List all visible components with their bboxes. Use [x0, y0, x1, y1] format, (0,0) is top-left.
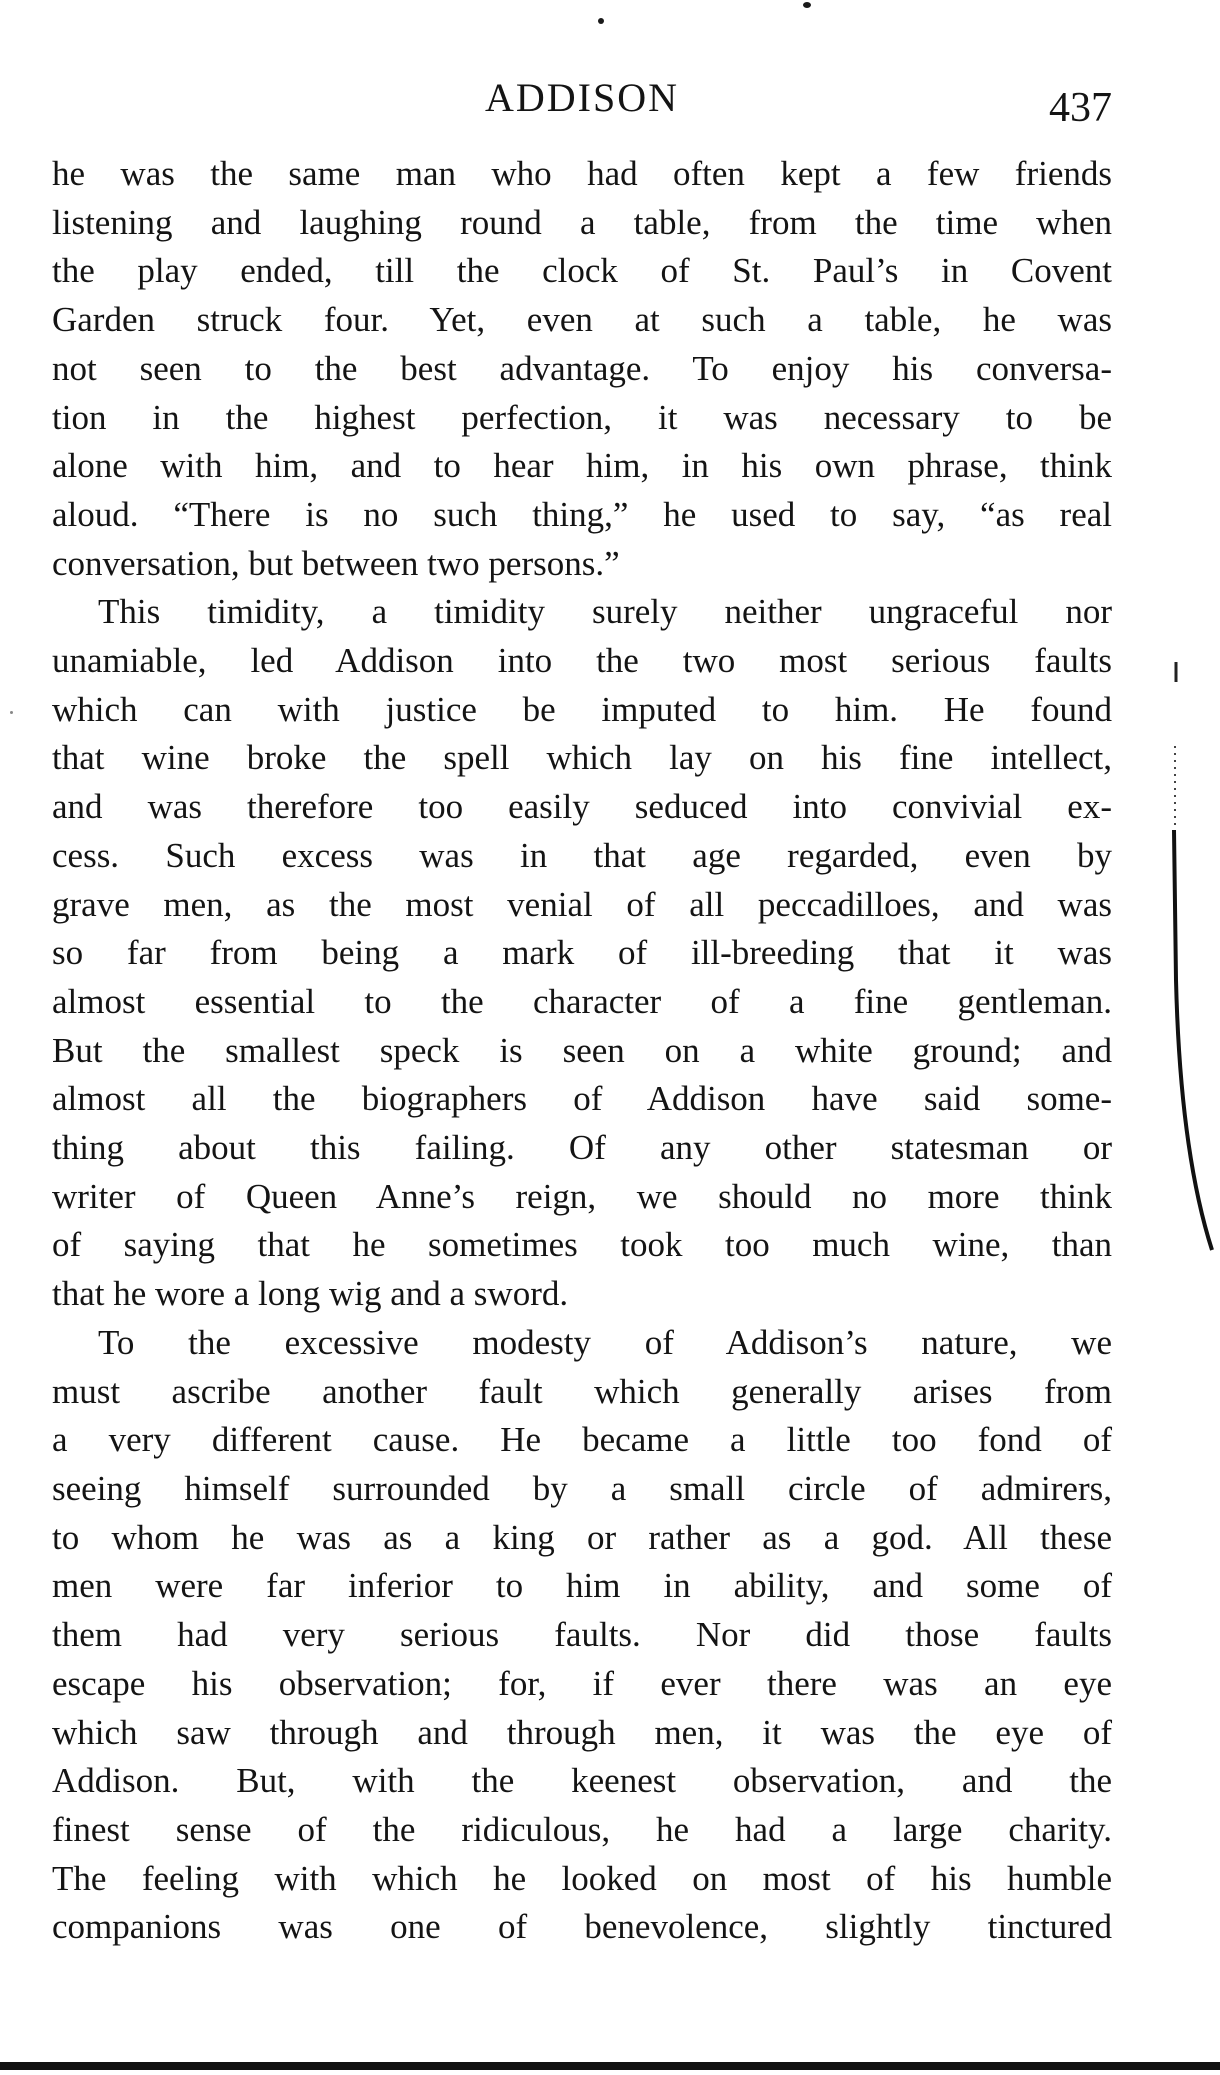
- text-line: Garden struck four. Yet, even at such a table, he was: [52, 300, 1112, 340]
- text-line: grave men, as the most venial of all peccadilloes, and was: [52, 884, 1112, 924]
- text-line: conversation, but between two persons.”: [52, 543, 620, 583]
- text-line: must ascribe another fault which generally arises from: [52, 1371, 1112, 1411]
- margin-vertical-rule: [1174, 830, 1212, 1250]
- running-head: ADDISON: [485, 75, 679, 120]
- page-header: [52, 68, 1112, 131]
- text-line: seeing himself surrounded by a small circle of admirers,: [52, 1468, 1112, 1508]
- text-line: This timidity, a timidity surely neither ungraceful nor: [98, 592, 1112, 632]
- print-speck: [598, 18, 604, 24]
- text-line: thing about this failing. Of any other statesman or: [52, 1128, 1112, 1168]
- paragraph: [52, 588, 1112, 1319]
- text-line: aloud. “There is no such thing,” he used to say, “as real: [52, 494, 1112, 534]
- text-line: escape his observation; for, if ever there was an eye: [52, 1663, 1112, 1703]
- text-line: alone with him, and to hear him, in his own phrase, think: [52, 446, 1112, 486]
- text-line: and was therefore too easily seduced into convivial ex-: [52, 787, 1112, 827]
- text-line: listening and laughing round a table, from the time when: [52, 202, 1112, 242]
- text-line: writer of Queen Anne’s reign, we should no more think: [52, 1176, 1112, 1216]
- page-number: 437: [1049, 85, 1112, 131]
- text-line: which saw through and through men, it was the eye of: [52, 1712, 1112, 1752]
- text-line: The feeling with which he looked on most of his humble: [52, 1858, 1112, 1898]
- paragraph: [52, 150, 1112, 588]
- text-line: men were far inferior to him in ability, and some of: [52, 1566, 1112, 1606]
- print-speck: [803, 2, 811, 8]
- text-line: not seen to the best advantage. To enjoy his conversa-: [52, 348, 1112, 388]
- text-line: them had very serious faults. Nor did those faults: [52, 1615, 1112, 1655]
- paragraph: [52, 1319, 1112, 1952]
- text-line: To the excessive modesty of Addison’s nature, we: [98, 1322, 1112, 1362]
- text-line: Addison. But, with the keenest observation, and the: [52, 1761, 1112, 1801]
- text-line: almost essential to the character of a fine gentleman.: [52, 981, 1112, 1021]
- text-line: unamiable, led Addison into the two most serious faults: [52, 641, 1112, 681]
- text-line: to whom he was as a king or rather as a god. All these: [52, 1517, 1112, 1557]
- text-line: that wine broke the spell which lay on his fine intellect,: [52, 738, 1112, 778]
- text-line: finest sense of the ridiculous, he had a large charity.: [52, 1809, 1112, 1849]
- bottom-rule: [0, 2062, 1220, 2070]
- text-line: that he wore a long wig and a sword.: [52, 1274, 569, 1314]
- print-speck: [10, 711, 13, 714]
- text-line: he was the same man who had often kept a few friends: [52, 154, 1112, 193]
- text-line: a very different cause. He became a little too fond of: [52, 1420, 1112, 1460]
- text-line: cess. Such excess was in that age regarded, even by: [52, 835, 1112, 875]
- text-line: But the smallest speck is seen on a white ground; and: [52, 1030, 1112, 1070]
- text-line: the play ended, till the clock of St. Paul’s in Covent: [52, 251, 1112, 291]
- text-line: so far from being a mark of ill-breeding that it was: [52, 933, 1112, 973]
- text-line: which can with justice be imputed to him. He found: [52, 689, 1112, 729]
- margin-marks: [1160, 650, 1220, 1300]
- text-line: of saying that he sometimes took too much wine, than: [52, 1225, 1112, 1265]
- text-line: companions was one of benevolence, slightly tinctured: [52, 1907, 1112, 1947]
- body-text: [52, 150, 1112, 1952]
- text-line: almost all the biographers of Addison have said some-: [52, 1079, 1112, 1119]
- text-line: tion in the highest perfection, it was necessary to be: [52, 397, 1112, 437]
